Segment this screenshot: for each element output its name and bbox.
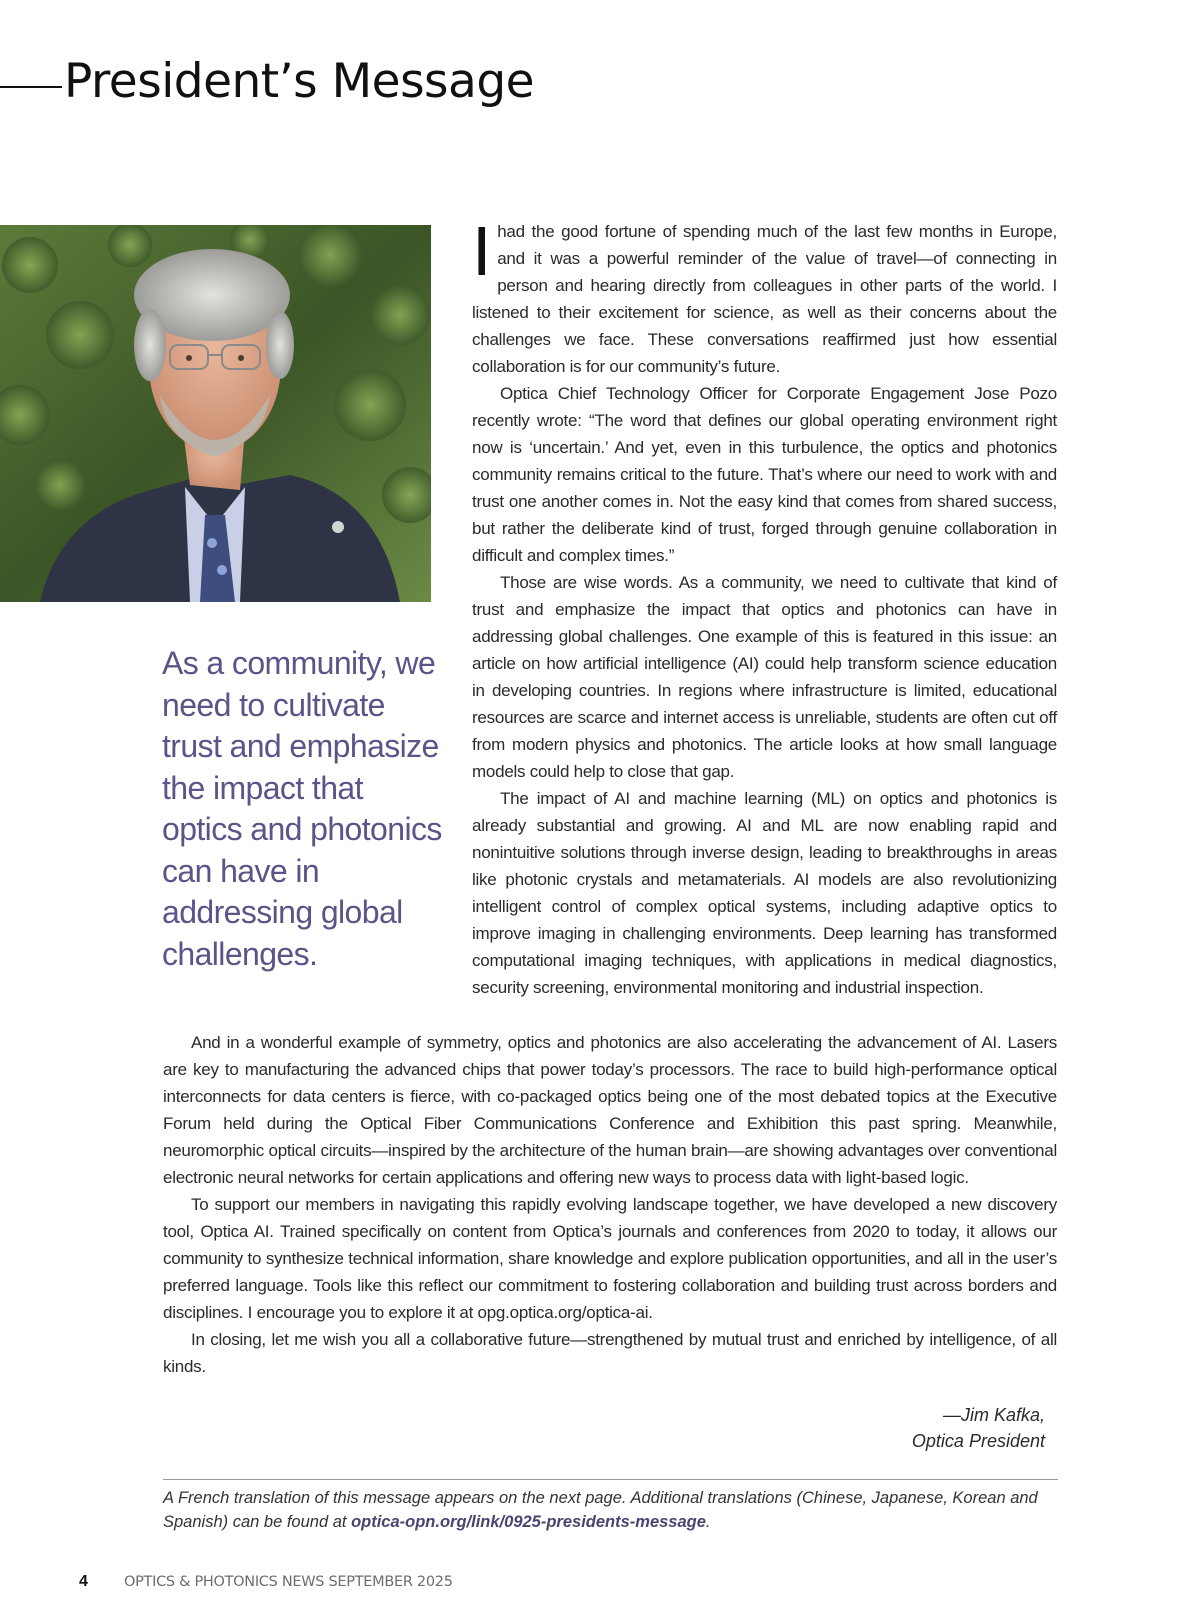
article-column-right	[472, 212, 1057, 1001]
portrait-photo-icon	[0, 225, 431, 602]
article-paragraph: In closing, let me wish you all a collaborative future—strengthened by mutual trust and enriched by intelligence, of all kinds.	[163, 1330, 1057, 1376]
article-paragraph: Those are wise words. As a community, we need to cultivate that kind of trust and emphasize the impact that optics and photonics can have in addressing global challenges. One example of this is featured in this issue: an article on how artificial intelligence (AI) could help transform science education in developing countries. In regions where infrastructure is limited, educational resources are scarce and internet access is unreliable, students are often cut off from modern physics and photonics. The article looks at how small language models could help to close that gap.	[472, 573, 1057, 781]
signature	[912, 1402, 1045, 1454]
article-paragraph: The impact of AI and machine learning (ML) on optics and photonics is already substantial and growing. AI and ML are now enabling rapid and nonintuitive solutions through inverse design, leading to breakthroughs in areas like photonic crystals and metamaterials. AI models are also revolutionizing intelligent control of complex optical systems, including adaptive optics to improve imaging in challenging environments. Deep learning has transformed computational imaging techniques, with applications in medical diagnostics, security screening, environmental monitoring and industrial inspection.	[472, 789, 1057, 997]
signature-title: Optica President	[911, 1431, 1045, 1451]
translation-note	[163, 1486, 1058, 1534]
article-paragraph: To support our members in navigating this rapidly evolving landscape together, we have developed a new discovery tool, Optica AI. Trained specifically on content from Optica’s journals and conferences from 2020 to today, it allows our community to synthesize technical information, share knowledge and explore publication opportunities, and all in the user’s preferred language. Tools like this reflect our commitment to fostering collaboration and building trust across borders and disciplines. I encourage you to explore it at opg.optica.org/optica-ai.	[163, 1195, 1057, 1322]
article-paragraph	[472, 212, 1057, 380]
page-title: President’s Message	[64, 54, 535, 109]
signature-name: —Jim Kafka,	[942, 1405, 1045, 1425]
author-photo	[0, 225, 431, 602]
running-footer: OPTICS & PHOTONICS NEWS SEPTEMBER 2025	[124, 1574, 453, 1590]
article-paragraph: Optica Chief Technology Officer for Corporate Engagement Jose Pozo recently wrote: “The word that defines our global operating environment right now is ‘uncertain.’ And yet, even in this turbulence, the optics and photonics community remains critical to the future. That’s where our need to work with and trust one another comes in. Not the easy kind that comes from shared success, but rather the deliberate kind of trust, forged through genuine collaboration in difficult and complex times.”	[472, 384, 1057, 565]
article-paragraph: And in a wonderful example of symmetry, optics and photonics are also accelerating the advancement of AI. Lasers are key to manufacturing the advanced chips that power today’s processors. The race to build high-performance optical interconnects for data centers is fierce, with co-packaged optics being one of the most debated topics at the Executive Forum held during the Optical Fiber Communications Conference and Exhibition this past spring. Meanwhile, neuromorphic optical circuits—inspired by the architecture of the human brain—are showing advantages over conventional electronic neural networks for certain applications and offering new ways to process data with light-based logic.	[163, 1033, 1057, 1187]
drop-cap: I	[472, 212, 492, 290]
pull-quote: As a community, we need to cultivate trust and emphasize the impact that optics and photonics can have in addressing global challenges.	[162, 645, 442, 972]
translations-link[interactable]: optica-opn.org/link/0925-presidents-message	[351, 1513, 706, 1531]
header-rule	[0, 86, 62, 88]
article-column-full	[163, 1029, 1057, 1380]
page-number: 4	[79, 1573, 88, 1590]
translation-note-text: A French translation of this message appears on the next page. Additional translations (Chinese, Japanese, Korean and Spanish) can be found at	[163, 1489, 1038, 1531]
first-paragraph-text: had the good fortune of spending much of the last few months in Europe, and it was a powerful reminder of the value of travel—of connecting in person and hearing directly from colleagues in other parts of the world. I listened to their excitement for science, as well as their concerns about the challenges we face. These conversations reaffirmed just how essential collaboration is for our community’s future.	[472, 222, 1057, 376]
translation-note-end: .	[705, 1513, 711, 1531]
footnote-rule	[163, 1479, 1058, 1480]
